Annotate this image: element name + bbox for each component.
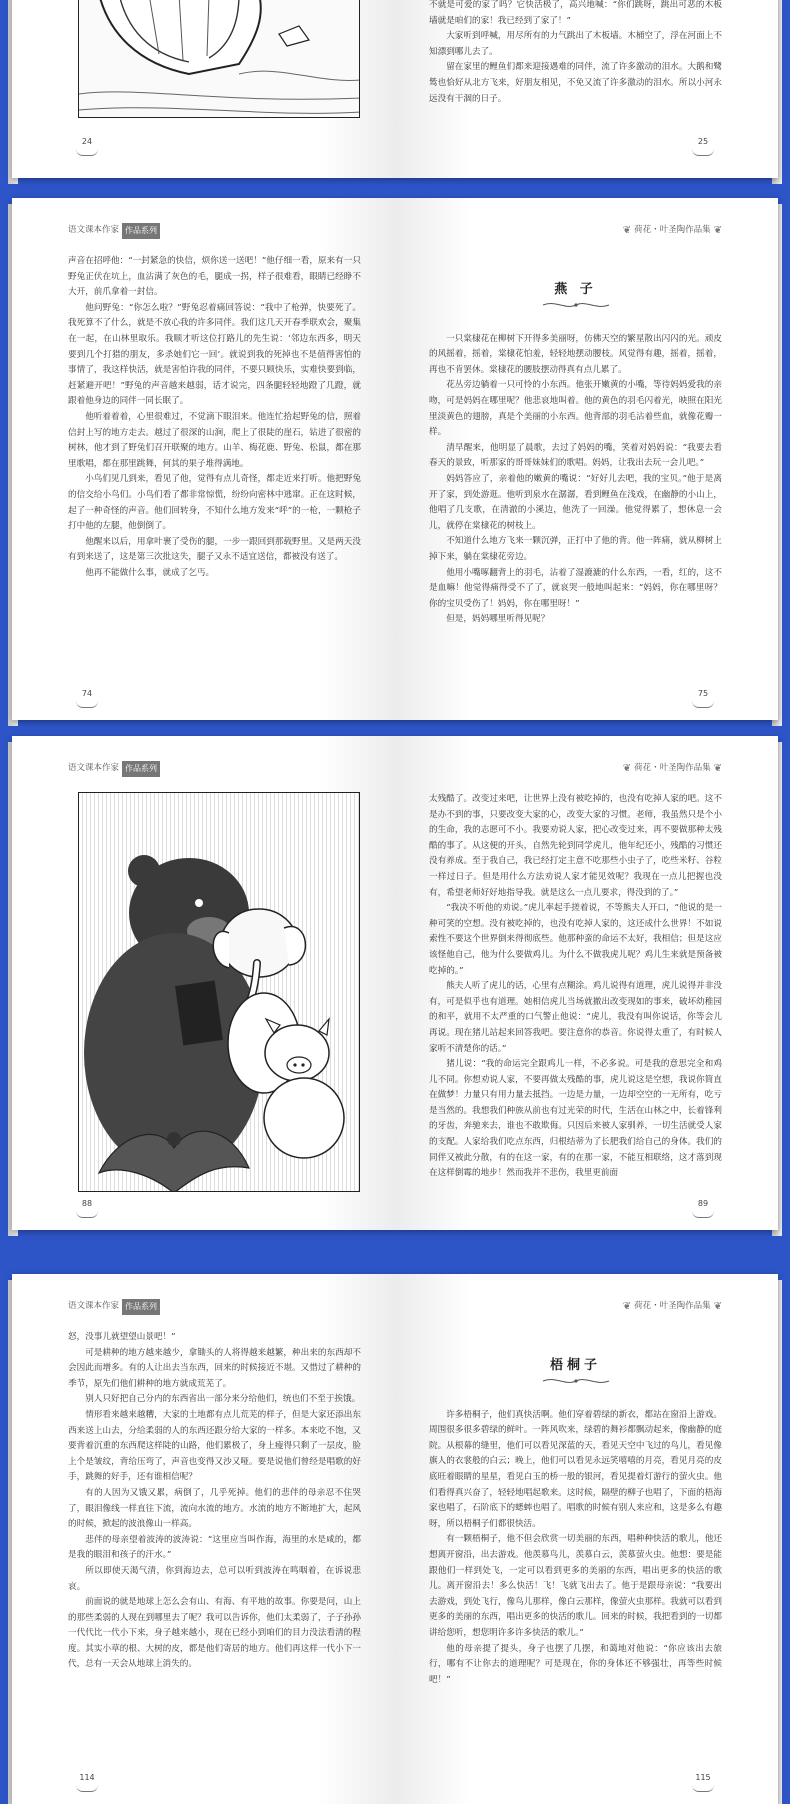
- page-74-text: [68, 254, 361, 581]
- laurel-right-icon: ❦: [713, 225, 722, 237]
- laurel-left-icon: ❦: [622, 1301, 632, 1313]
- paragraph: 猪儿说：“我的命运完全跟鸡儿一样，不必多说。可是我的意思完全和鸡儿不同。你想劝说人家，不要再做太残酷的事，虎儿说这是空想，我说你简直在做梦！力量只有用力量去抵挡。一边是力量，一边却空空的一无所有，吃亏是当然的。我想我们种族从前也有过光荣的时代，生活在山林之中，长着锋利的牙齿，奔驰来去，谁也不敢欺侮。只因后来被人家驯养，一切生活就受人家的支配。人家给我们吃点东西，归根结蒂为了长肥我们给自己的身体。我们的同伴又被此分散，有的在这一家，有的在那一家，不能互相联络，这才落到现在这样倒霉的地步！然而我并不悲伤，我里更前面: [429, 1059, 722, 1179]
- paragraph: 所以即使天渴气清，你到海边去，总可以听到波涛在鸣咽着，在诉说悲哀。: [68, 1565, 361, 1592]
- running-header: [429, 1300, 722, 1314]
- paragraph: 他用小嘴啄翻背上的羽毛，沾着了湿漉漉的什么东西，一看，红的，这不是血嘛！他觉得痛得受不了了，就哀哭一般地叫起来：“妈妈，你在哪里呀？你的宝贝受伤了！妈妈，你在哪里呀！”: [429, 567, 722, 609]
- page-number: 74: [72, 686, 102, 708]
- paragraph: 有一颗梧桐子，他不但会欣赏一切美丽的东西，唱种种快活的歌儿，他还想离开窗沿，出去游戏。他羡慕鸟儿，羡慕白云，羡慕萤火虫。他想：要是能跟他们一样到处飞，一定可以看到更多的美丽的东西，唱出更多的快活的歌儿。离开窗沿去！多么快活！飞！飞就飞出去了。他于是跟母亲说：“我要出去游戏，到处飞行，像鸟儿那样，像白云那样，像萤火虫那样。我就可以看到更多的美丽的东西，唱出更多的快活的歌儿。回来的时候，我把看到的一切都讲给您听，想您明许多许多快活的歌儿。”: [429, 1534, 722, 1638]
- paragraph: 熊夫人听了虎儿的话，心里有点糊涂。鸡儿说得有道理，虎儿说得并非没有，可是似乎也有道理。她相信虎儿当场就撤出改变现如的事来，破坏幼稚园的和平，就用不太严重的口气警止他说：“虎儿，我没有叫你说话，你等会儿再说。现在猪儿站起来回答我吧。要注意你的恭音。你说得太重了，有时候人家听不清楚你的话。”: [429, 981, 722, 1054]
- paragraph: 小鸟们见几到来，看见了他，觉得有点儿奇怪，都走近来打听。他把野兔的信交给小鸟们。小鸟们看了都非常惊慌，纷纷向密林中逃窜。正在这时候，起了一种奇怪的声音。他们回转身，不知什么地方发来“呼”的一枪，一颗枪子打中他的左腿，他倒倒了。: [68, 474, 361, 532]
- page-74: [12, 198, 395, 720]
- page-114: [12, 1274, 395, 1804]
- book-spread-88-89: [12, 736, 778, 1230]
- laurel-right-icon: ❦: [713, 1301, 722, 1313]
- page-number: 114: [72, 1770, 102, 1792]
- page-number: 75: [688, 686, 718, 708]
- paragraph: 一只棠棣花在柳树下开得多美丽呀，仿佛天空的繁星散出闪闪的光。顽皮的风摇着，摇着，棠棣花怕羞，轻轻地摆动腰枝。风觉得有趣，摇着，摇着，再也不肯罢休。棠棣花的腰肢摆动得真有点儿累了。: [429, 333, 722, 375]
- page-89: [395, 736, 778, 1230]
- bear-teacher-drawing: [79, 793, 360, 1192]
- book-spread-24-25: [12, 0, 778, 178]
- laurel-left-icon: ❦: [622, 763, 632, 775]
- page-75: [395, 198, 778, 720]
- series-tag: 作品系列: [122, 223, 160, 239]
- chapter-title: 梧桐子: [549, 1358, 601, 1373]
- page-25: [395, 0, 778, 178]
- paragraph: 情形看来越来越糟，大家的土地都有点儿荒芜的样子，但是大家还添出东西来送上山去，分给柔弱的人的东西还跟分给大家的一样多。本来吃不饱，又要背着沉重的东西爬这样陡的山路，他们累极了，身上瘦得只剩了一层皮，脸上个是皱纹，背给压弯了，声音也变得又沙又哑。要是说他们曾经是唱歌的好手，跳舞的好手，还有谁相信呢？: [68, 1409, 361, 1483]
- illustration-barrel: [78, 0, 360, 118]
- chapter-title: 燕 子: [554, 282, 597, 297]
- paragraph: 留在家里的鲤鱼们都来迎接遇难的同伴，流了许多激动的泪水。大鹅和鹭鸶也恰好从北方飞来，好朋友相见，不免又流了许多激动的泪水。所以小河永远没有干涸的日子。: [429, 62, 722, 104]
- page-number: 25: [688, 134, 718, 156]
- page-75-text: [429, 332, 722, 628]
- page-25-text: [429, 0, 722, 107]
- page-number: 88: [72, 1196, 102, 1218]
- flourish-ornament-icon: [541, 1376, 611, 1386]
- page-115: [395, 1274, 778, 1804]
- running-header: [68, 1300, 361, 1314]
- page-number: 115: [688, 1770, 718, 1792]
- laurel-right-icon: ❦: [713, 763, 722, 775]
- page-88: [12, 736, 395, 1230]
- paragraph: 他的母亲提了提头，身子也摆了几摆，和蔼地对他说：“你应该出去旅行，哪有不让你去的道理呢？可是现在，你的身体还不够强壮，再等些时候吧！”: [429, 1643, 722, 1685]
- paragraph: 但是，妈妈哪里听得见呢？: [446, 614, 550, 625]
- paragraph: 悲伴的母亲望着波涛的波涛说：“这里应当叫作海，海里的水是咸的，都是我的眼泪和孩子的汗水。”: [68, 1534, 361, 1561]
- paragraph: 清早醒来，他明显了晨歌，去过了妈妈的嘴，笑着对妈妈说：“我要去看春天的景致，听那家的哥哥妹妹们的歌唱。妈妈，让我出去玩一会儿吧。”: [429, 442, 722, 469]
- page-114-text: [68, 1330, 361, 1673]
- chapter-heading: [429, 282, 722, 310]
- chapter-heading: [429, 1358, 722, 1386]
- paragraph: 他问野兔：“你怎么啦？”野兔忍着痛回答说：“我中了枪弹，快要死了。我死算不了什么，就是不放心我的许多同伴。我们这几天开春季联欢会，聚集在一起，在山林里取乐。我顺才听这位打路儿的先生说：‘邻边东西多，明天要到几个打猎的朋友，多杀她们它一回’。就说到我的死掉也不是值得害怕的事情了，我这样快活，就是害怕许我的同伴，不要只顾快乐，实难快要到临，赶紧避开吧！”野兔的声音越来越弱，话才说完，四条腿轻轻地蹬了几蹬，就跟着他身边的同伴一同长眠了。: [68, 302, 361, 407]
- paragraph: 大家听到呼喊，用尽所有的力气跳出了木板墙。木桶空了，浮在河面上不知漂到哪儿去了。: [429, 31, 722, 57]
- running-header: [429, 224, 722, 238]
- collection-title: 荷花・叶圣陶作品集: [634, 1301, 711, 1312]
- page-89-text: [429, 792, 722, 1182]
- series-tag: 作品系列: [122, 761, 160, 777]
- paragraph: 不就是可爱的家了吗？它快活极了，高兴地喊：“你们跳呀，跳出可恶的木板墙就是咱们的家！我已经到了家了！”: [429, 0, 722, 26]
- paragraph: 别人只好把自己分内的东西省出一部分来分给他们，统也们不至于挨饿。: [85, 1394, 361, 1405]
- paragraph: 有的人因为又饿又累，病倒了，几乎死掉。他们的悲伴的母亲忍不住哭了，眼泪像线一样直往下流，流向水流的地方。水流的地方不断地扩大，起风的时候，掀起的波浪像山一样高。: [68, 1487, 361, 1530]
- paragraph: 花丛旁边躺着一只可怜的小东西。他张开嫩黄的小嘴，等待妈妈爱我的亲吻，可是妈妈在哪里呢？他悲哀地叫着。他的黄色的羽毛闪着光，映照在阳光里淡黄色的翅膀，真是个美丽的小东西。他背部的羽毛沾着些血，就像花瓣一样。: [429, 380, 722, 438]
- paragraph: 他再不能做什么事，就成了乞丐。: [85, 567, 215, 578]
- page-115-text: [429, 1408, 722, 1689]
- paragraph: 怒，没事儿就望望山景吧！”: [68, 1332, 176, 1342]
- paragraph: “我决不听他的劝说。”虎儿率起手搓着说，不等熊夫人开口，“他说的是一种可笑的空想。没有被吃掉的，也没有吃掉人家的，这还成什么世界！不如说索性不要这个世界倒来得彻底些。他那种蛮的命运不太好，我相信；但是这应该怪他自己，他为什么要做鸡儿。为什么不做我虎儿呢？鸡儿生来就是预备被吃掉的。”: [429, 903, 722, 976]
- paragraph: 不知道什么地方飞来一颗沉弹，正打中了他的背。他一阵痛，就从柳树上掉下来，躺在棠棣花旁边。: [429, 536, 722, 562]
- running-header: [68, 762, 361, 776]
- laurel-left-icon: ❦: [622, 225, 632, 237]
- running-header: [429, 762, 722, 776]
- paragraph: 可是耕种的地方越来越少，拿锄头的人将得越来越繁，种出来的东西却不会因此而增多。有的人让出去当东西，回来的时候接近不堪。又惜过了耕种的季节，原先们他们耕种的地方就成荒芜了。: [68, 1347, 361, 1389]
- paragraph: 妈妈答应了，亲着他的嫩黄的嘴说：“好好儿去吧，我的宝贝。”他于是离开了家，到处游逛。他听到泉水在潺潺，看到鲤鱼在浅戏，在幽静的小山上，他唱了几支歌，在清澈的小溪边，他洗了一回澡。他觉得累了，想休息一会儿，就停在棠棣花的树枝上。: [429, 473, 722, 531]
- paragraph: 他听着着着，心里很难过，不觉滴下眼泪来。他连忙拾起野兔的信，照着信封上写的地方走去。越过了很深的山涧，爬上了很陡的崖石，钻进了很密的树林，他才到了野兔们召开联聚的地方。山羊、梅花鹿、野兔、松鼠，都在那里歌唱，都在那里跳舞，何其的果子堆得满地。: [68, 411, 361, 469]
- book-series-title: 语文课本作家: [68, 225, 120, 236]
- barrel-drawing: [79, 0, 360, 118]
- paragraph: 声音在招呼他：“一封紧急的快信，烦你送一送吧！”他仔细一看，原来有一只野兔正伏在坑上，血沾满了灰色的毛，腿成一拐，样子很难看，眼睛已经睁不大开，前爪拿着一封信。: [68, 256, 361, 298]
- paragraph: 许多梧桐子，他们真快活啊。他们穿着碧绿的新衣，都站在窗沿上游戏。周围很多很多碧绿的鲜叶。一阵风吹来，绿碧的舞衫都飘动起来，像幽静的庭院。从根幕的缝里，他们可以看见深蓝的天，看见天空中飞过的鸟儿，看见像旗人的衣裳般的白云；晚上，他们可以看见永远笑嘻嘻的月亮，看见月亮的皮底旺着眼睛的星星，看见白玉的桥一般的银河，看见提着灯游行的萤火虫。他们看得真兴奋了，轻轻地唱起歌来。这时候，隔壁的柳子也唱了，下面的梧海家也唱了，石阶底下的蟋蟀也唱了。唱歌的时候有别人来应和，这是多么有趣呀，所以梧桐子们都很快活。: [429, 1409, 722, 1529]
- flourish-ornament-icon: [541, 300, 611, 310]
- illustration-bear-elephant-pig: [78, 792, 360, 1192]
- series-tag: 作品系列: [122, 1299, 160, 1315]
- page-number: 24: [72, 134, 102, 156]
- book-spread-114-115: [12, 1274, 778, 1804]
- running-header: [68, 224, 361, 238]
- paragraph: 他醒来以后，用拿叶裹了受伤的腿，一步一跟回到那载野里。又是两天没有到来送了，这是第三次批这失，腿子又永不适宜送信，都被没有送了。: [68, 536, 361, 563]
- collection-title: 荷花・叶圣陶作品集: [634, 225, 711, 236]
- paragraph: 太残酷了。改变过来吧，让世界上没有被吃掉的，也没有吃掉人家的吧。这不是办不到的事，只要改变大家的心，改变大家的习惯。老师，我虽然只是个小的生命，我的志愿可不小。我要劝说人家，把心改变过来，再不要做那种太残酷的事了。从这便的开头，自然先轮到同学虎儿，他年纪还小，残酷的习惯还没有养成。至于我自己，我已经打定主意不吃那些小虫子了，吃些米籽、谷粒一样过日子。但是用什么方法劝说人家才能见效呢？我现在一点儿把握也没有，希望老师好好地指导我。就是这么一点儿要求，得没到的了。”: [429, 794, 722, 898]
- book-spread-74-75: [12, 198, 778, 720]
- collection-title: 荷花・叶圣陶作品集: [634, 763, 711, 774]
- book-series-title: 语文课本作家: [68, 1301, 120, 1312]
- book-series-title: 语文课本作家: [68, 763, 120, 774]
- page-24: [12, 0, 395, 178]
- page-number: 89: [688, 1196, 718, 1218]
- paragraph: 前面说的就是地球上怎么会有山、有海、有平地的故事。你要是问，山上的那些柔弱的人现在到哪里去了呢？我可以告诉你，他们太柔弱了，子子孙孙一代代比一代小下来，身子越来越小，现在已经小到咱们的目力没法看清的程度。其实小草的根、大树的皮，都是他们寄居的地方。他们再这样一代小下一代，总有一天会从地球上消失的。: [68, 1597, 361, 1670]
